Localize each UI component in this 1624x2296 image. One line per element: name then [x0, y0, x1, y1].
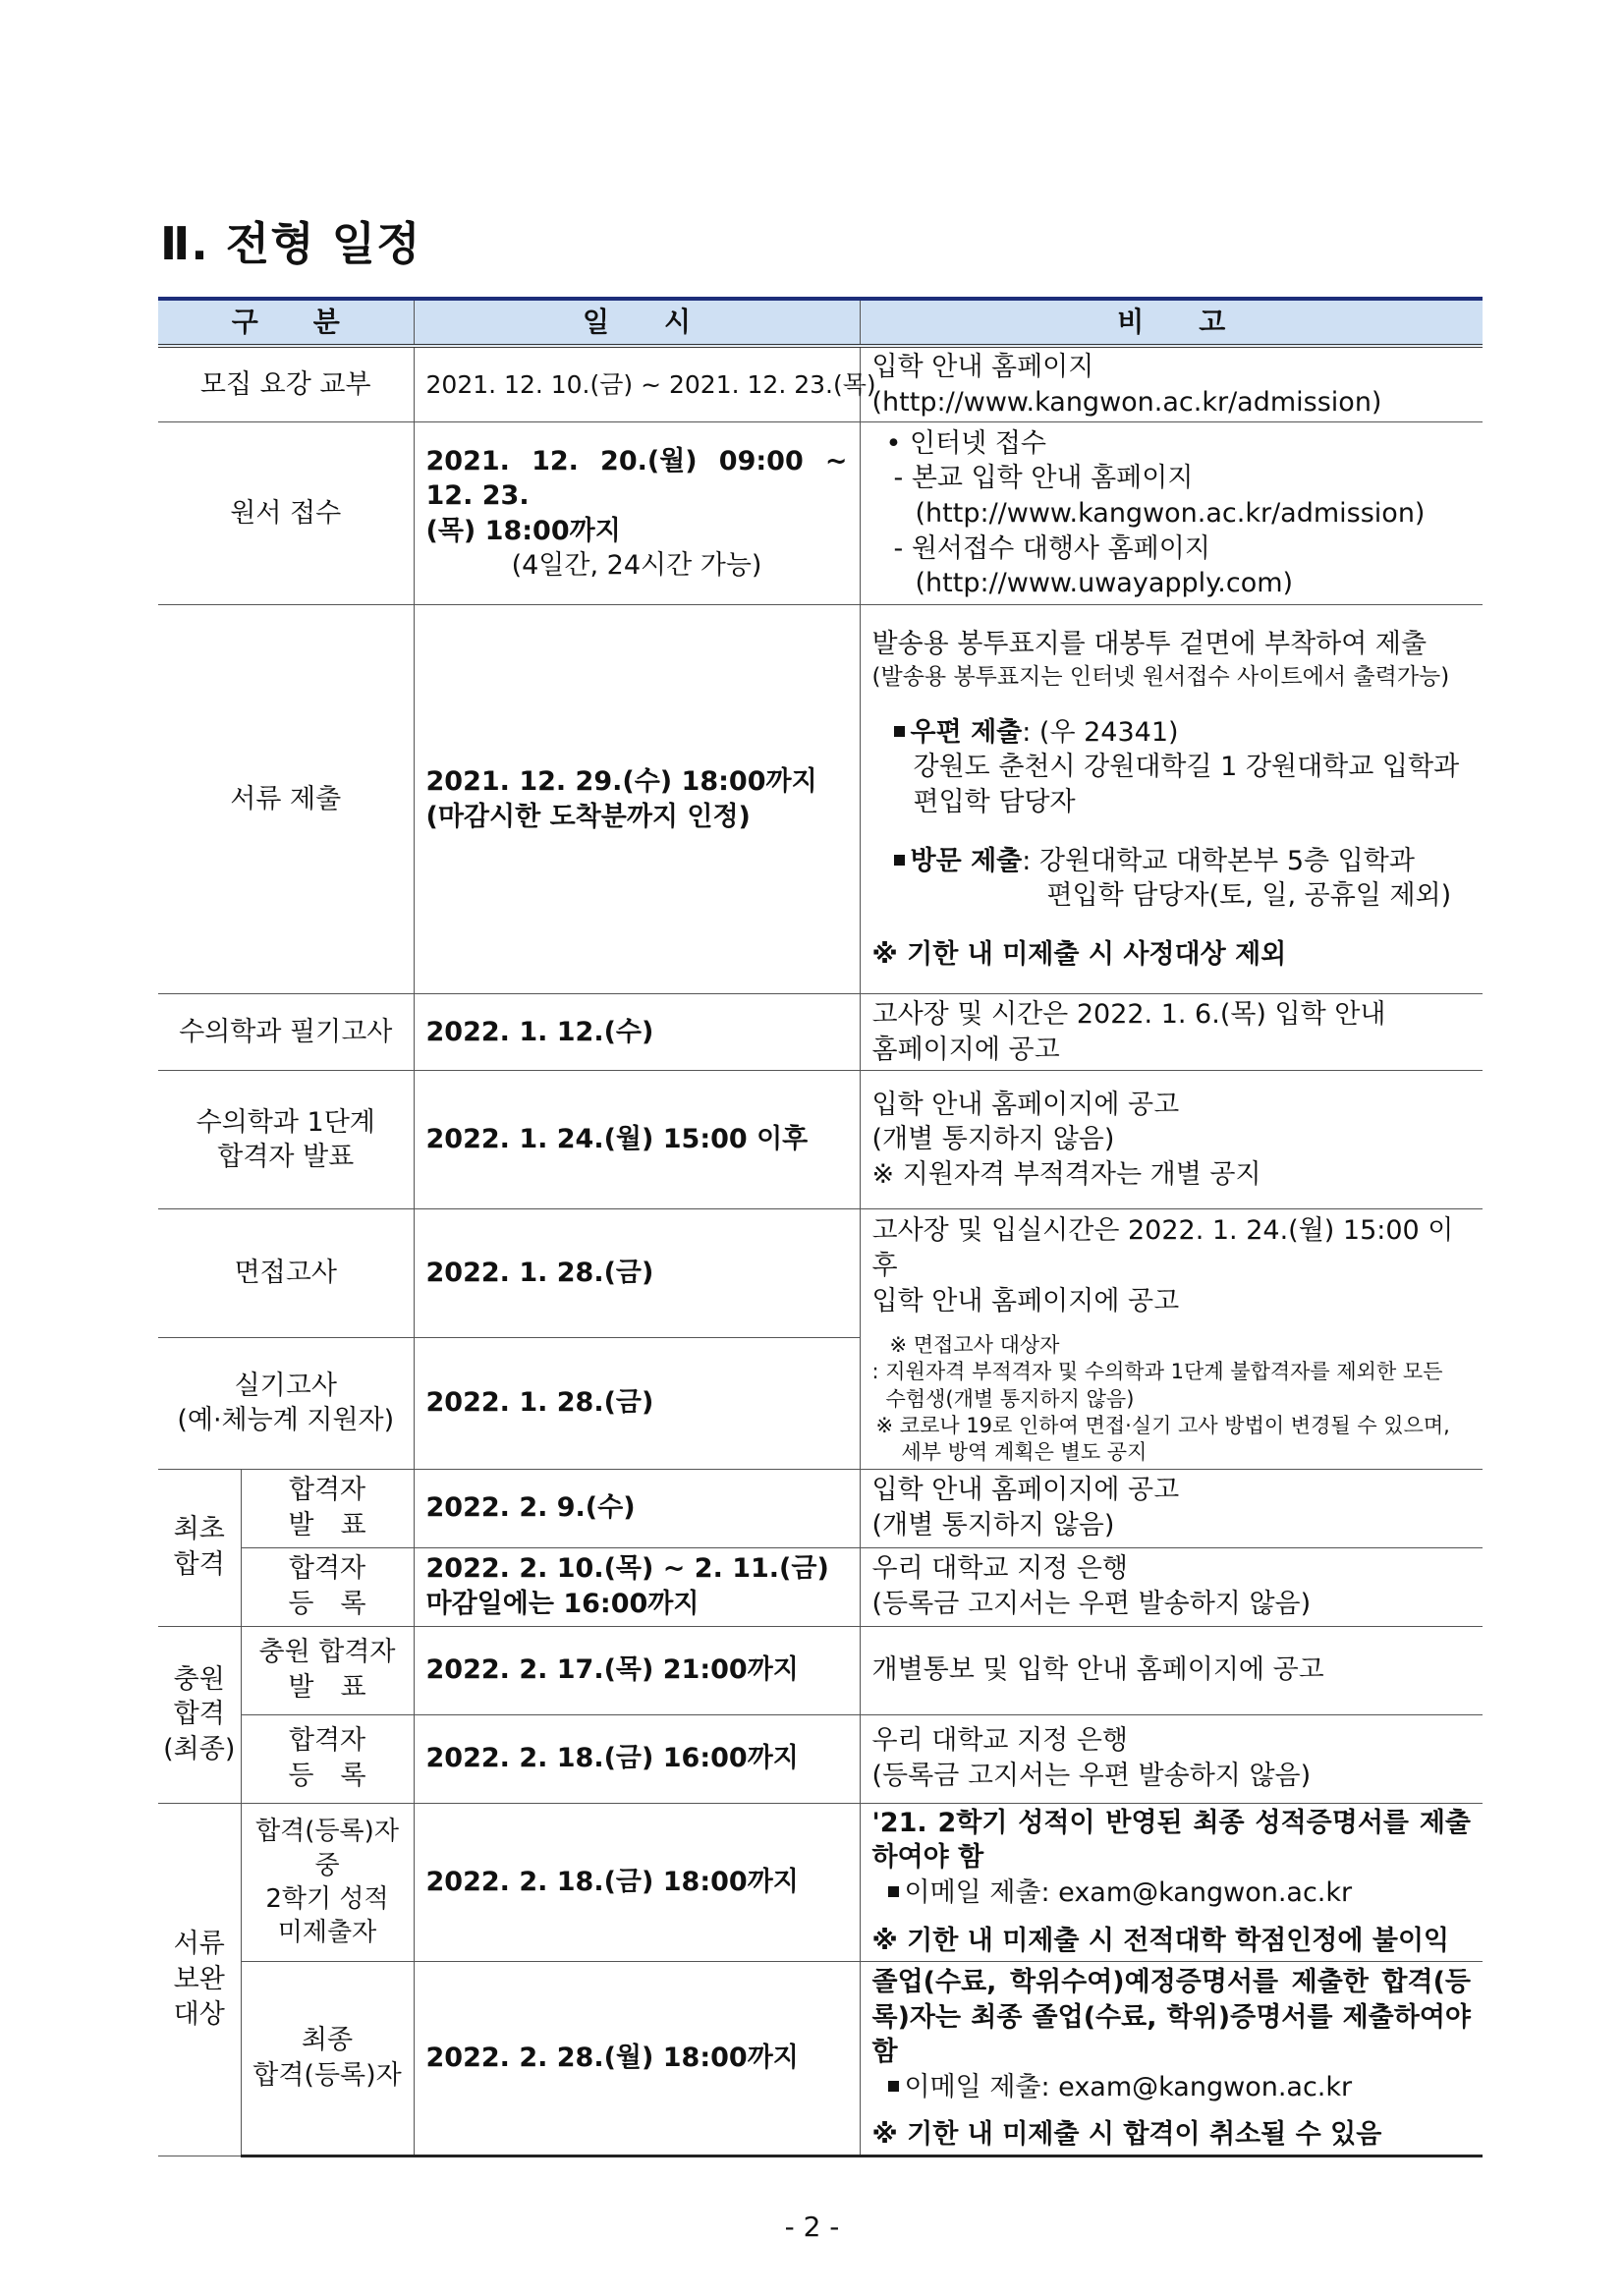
date-line: 2021. 12. 20.(월) 09:00 ~ 12. 23.	[425, 445, 848, 512]
row-label-documents: 서류 제출	[158, 605, 414, 994]
row-note-written-exam	[860, 994, 1483, 1071]
row-label-stage1	[158, 1071, 414, 1209]
table-row	[158, 1626, 1483, 1714]
row-date-supplement-b: 2022. 2. 28.(월) 18:00까지	[414, 1962, 860, 2156]
table-row	[158, 1803, 1483, 1962]
note-url: (http://www.kangwon.ac.kr/admission)	[871, 386, 1382, 418]
row-label-application: 원서 접수	[158, 422, 414, 605]
row-note-initial-announce	[860, 1469, 1483, 1547]
note-line: 우리 대학교 지정 은행	[871, 1725, 1129, 1757]
note-line: 편입학 담당자(토, 일, 공휴일 제외)	[1046, 880, 1452, 912]
small-note: : 지원자격 부적격자 및 수의학과 1단계 불합격자를 제외한 모든	[871, 1360, 1443, 1384]
row-label-additional-register: 합격자 등 록	[241, 1714, 414, 1803]
row-note-additional-announce: 개별통보 및 입학 안내 홈페이지에 공고	[860, 1626, 1483, 1714]
row-date-application	[414, 422, 860, 605]
note-line: 입학 안내 홈페이지	[871, 352, 1094, 382]
square-bullet-icon	[888, 2081, 899, 2092]
row-date-initial-register	[414, 1547, 860, 1626]
row-note-stage1	[860, 1071, 1483, 1209]
date-line: 2022. 2. 10.(목) ~ 2. 11.(금)	[425, 1553, 829, 1585]
row-date-guide: 2021. 12. 10.(금) ~ 2021. 12. 23.(목)	[414, 346, 860, 422]
table-row	[158, 346, 1483, 422]
row-label-initial-announce: 합격자 발 표	[241, 1469, 414, 1547]
note-line: 입학 안내 홈페이지에 공고	[871, 1475, 1180, 1506]
note-line: - 본교 입학 안내 홈페이지	[893, 463, 1194, 494]
table-row	[158, 1469, 1483, 1547]
row-label-guide: 모집 요강 교부	[158, 346, 414, 422]
table-row	[158, 1714, 1483, 1803]
square-bullet-icon	[888, 1886, 899, 1897]
note-line: ※ 지원자격 부적격자는 개별 공지	[871, 1159, 1261, 1191]
note-line: (개별 통지하지 않음)	[871, 1124, 1115, 1155]
note-line: 고사장 및 입실시간은 2022. 1. 24.(월) 15:00 이후	[871, 1215, 1454, 1281]
row-date-practical: 2022. 1. 28.(금)	[414, 1337, 860, 1469]
section-title: Ⅱ. 전형 일정	[160, 217, 421, 270]
visit-submission	[872, 844, 1472, 879]
row-note-supplement-a	[860, 1803, 1483, 1962]
row-note-interview	[860, 1209, 1483, 1469]
row-note-application	[860, 422, 1483, 605]
note-line: 강원도 춘천시 강원대학길 1 강원대학교 입학과	[913, 752, 1460, 783]
mail-submission	[872, 715, 1472, 751]
group-label-additional: 충원 합격 (최종)	[158, 1626, 241, 1803]
row-note-documents	[860, 605, 1483, 994]
row-date-initial-announce: 2022. 2. 9.(수)	[414, 1469, 860, 1547]
row-date-interview: 2022. 1. 28.(금)	[414, 1209, 860, 1338]
table-row	[158, 605, 1483, 994]
note-line: (등록금 고지서는 우편 발송하지 않음)	[871, 1589, 1312, 1620]
row-date-supplement-a: 2022. 2. 18.(금) 18:00까지	[414, 1803, 860, 1962]
schedule-table	[158, 297, 1483, 2157]
note-line: (등록금 고지서는 우편 발송하지 않음)	[871, 1761, 1312, 1792]
note-line: (개별 통지하지 않음)	[871, 1510, 1115, 1541]
row-date-additional-register: 2022. 2. 18.(금) 16:00까지	[414, 1714, 860, 1803]
table-row	[158, 422, 1483, 605]
group-label-supplement: 서류 보완 대상	[158, 1803, 241, 2156]
note-line: 입학 안내 홈페이지에 공고	[871, 1089, 1180, 1120]
header-date: 일 시	[414, 299, 860, 346]
table-row	[158, 1071, 1483, 1209]
row-date-written-exam: 2022. 1. 12.(수)	[414, 994, 860, 1071]
date-note: (4일간, 24시간 가능)	[511, 550, 762, 582]
square-bullet-icon	[894, 855, 905, 866]
row-label-initial-register: 합격자 등 록	[241, 1547, 414, 1626]
table-row	[158, 1962, 1483, 2156]
small-note: 세부 방역 계획은 별도 공지	[901, 1440, 1148, 1465]
small-note: 수험생(개별 통지하지 않음)	[885, 1386, 1135, 1411]
note-line: 편입학 담당자	[913, 787, 1076, 818]
email-line	[872, 1876, 1472, 1911]
note-line: 입학 안내 홈페이지에 공고	[871, 1285, 1180, 1316]
label-line: (예·체능계 지원자)	[177, 1405, 395, 1436]
warning-text: ※ 기한 내 미제출 시 전적대학 학점인정에 불이익	[871, 1926, 1450, 1957]
note-url: (http://www.uwayapply.com)	[915, 568, 1294, 599]
label-line: 수의학과 1단계	[196, 1106, 375, 1138]
visit-title: 방문 제출	[910, 845, 1023, 876]
table-header-row	[158, 299, 1483, 346]
note-line: - 원서접수 대행사 홈페이지	[893, 532, 1210, 564]
visit-text: : 강원대학교 대학본부 5층 입학과	[1022, 845, 1415, 876]
note-line: • 인터넷 접수	[885, 427, 1047, 459]
row-date-additional-announce: 2022. 2. 17.(목) 21:00까지	[414, 1626, 860, 1714]
email-line	[872, 2070, 1472, 2105]
small-note: ※ 코로나 19로 인하여 면접·실기 고사 방법이 변경될 수 있으며,	[875, 1414, 1450, 1438]
label-line: 실기고사	[234, 1370, 337, 1401]
table-row	[158, 1209, 1483, 1338]
note-url: (http://www.kangwon.ac.kr/admission)	[915, 497, 1426, 529]
group-label-initial: 최초 합격	[158, 1469, 241, 1626]
row-label-written-exam: 수의학과 필기고사	[158, 994, 414, 1071]
header-category: 구 분	[158, 299, 414, 346]
note-line: (발송용 봉투표지는 인터넷 원서접수 사이트에서 출력가능)	[871, 663, 1450, 690]
label-line: 합격자 발표	[217, 1142, 355, 1173]
date-line: (마감시한 도착분까지 인정)	[425, 801, 751, 832]
warning-text: ※ 기한 내 미제출 시 합격이 취소될 수 있음	[871, 2118, 1382, 2150]
warning-text: ※ 기한 내 미제출 시 사정대상 제외	[871, 938, 1287, 970]
header-note: 비 고	[860, 299, 1483, 346]
row-date-documents	[414, 605, 860, 994]
note-line: 고사장 및 시간은 2022. 1. 6.(목) 입학 안내	[871, 999, 1386, 1031]
note-line: '21. 2학기 성적이 반영된 최종 성적증명서를 제출하여야 함	[871, 1807, 1472, 1874]
row-note-additional-register	[860, 1714, 1483, 1803]
table-row	[158, 1547, 1483, 1626]
page-number: - 2 -	[784, 2211, 840, 2243]
note-line: 발송용 봉투표지를 대봉투 겉면에 부착하여 제출	[871, 628, 1428, 659]
date-line: (목) 18:00까지	[425, 515, 621, 546]
row-label-additional-announce: 충원 합격자 발 표	[241, 1626, 414, 1714]
note-line: 우리 대학교 지정 은행	[871, 1553, 1129, 1585]
row-note-supplement-b	[860, 1962, 1483, 2156]
row-date-stage1: 2022. 1. 24.(월) 15:00 이후	[414, 1071, 860, 1209]
email-text: 이메일 제출: exam@kangwon.ac.kr	[904, 1876, 1353, 1908]
row-label-supplement-b: 최종 합격(등록)자	[241, 1962, 414, 2156]
row-note-initial-register	[860, 1547, 1483, 1626]
table-row	[158, 994, 1483, 1071]
date-line: 마감일에는 16:00까지	[425, 1589, 700, 1620]
note-line: 홈페이지에 공고	[871, 1034, 1060, 1065]
row-label-supplement-a: 합격(등록)자 중 2학기 성적 미제출자	[241, 1803, 414, 1962]
small-note: ※ 면접고사 대상자	[889, 1333, 1060, 1358]
row-note-guide	[860, 346, 1483, 422]
mail-text: : (우 24341)	[1022, 716, 1179, 748]
note-line: 졸업(수료, 학위수여)예정증명서를 제출한 합격(등록)자는 최종 졸업(수료, 학위)증명서를 제출하여야 함	[871, 1967, 1472, 2068]
mail-title: 우편 제출	[910, 716, 1023, 748]
square-bullet-icon	[894, 726, 905, 737]
email-text: 이메일 제출: exam@kangwon.ac.kr	[904, 2071, 1353, 2102]
row-label-practical	[158, 1337, 414, 1469]
date-line: 2021. 12. 29.(수) 18:00까지	[425, 766, 817, 798]
row-label-interview: 면접고사	[158, 1209, 414, 1338]
